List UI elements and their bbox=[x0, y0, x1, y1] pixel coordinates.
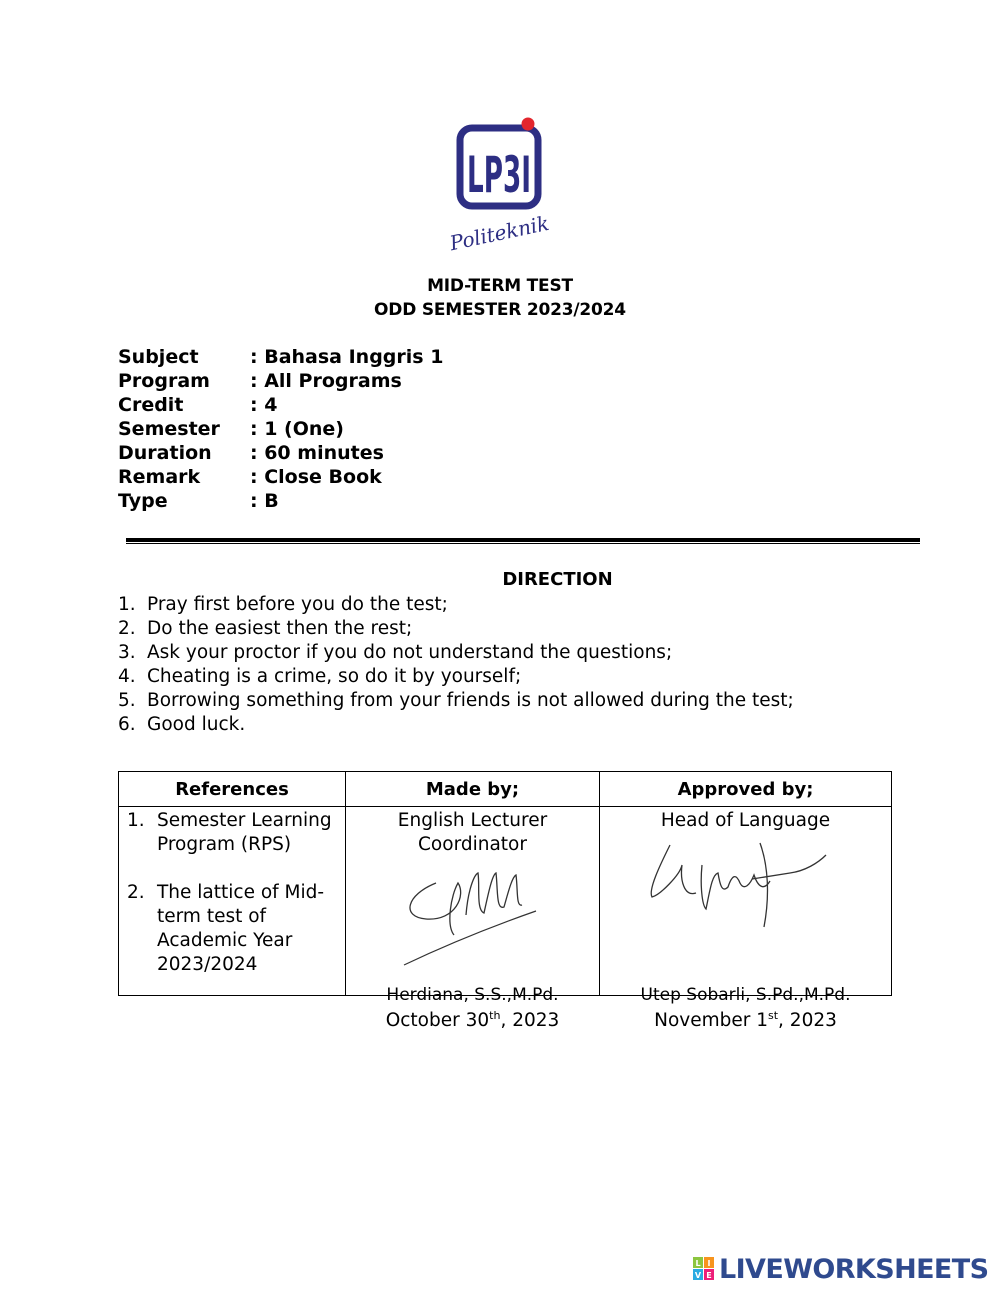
brand-text: LIVEWORKSHEETS bbox=[719, 1253, 989, 1285]
approved-by-signature bbox=[640, 835, 840, 935]
reference-item bbox=[127, 881, 339, 977]
svg-text:L: L bbox=[695, 1259, 701, 1268]
info-value: : Bahasa Inggris 1 bbox=[250, 346, 444, 368]
info-value: : All Programs bbox=[250, 370, 402, 392]
direction-number: 4. bbox=[118, 666, 136, 687]
direction-item bbox=[118, 641, 794, 665]
date-text: , 2023 bbox=[500, 1010, 560, 1032]
header-made-by: Made by; bbox=[346, 772, 600, 807]
direction-item bbox=[118, 689, 794, 713]
direction-number: 2. bbox=[118, 618, 136, 639]
date-sup: st bbox=[768, 1009, 779, 1022]
reference-line: Program (RPS) bbox=[157, 834, 292, 855]
logo-letters: LP3I bbox=[467, 146, 531, 204]
info-key: Type bbox=[118, 490, 168, 512]
made-by-cell bbox=[346, 807, 600, 1032]
direction-number: 5. bbox=[118, 690, 136, 711]
info-row-type bbox=[118, 489, 443, 513]
exam-info bbox=[118, 345, 443, 513]
approved-by-role: Head of Language bbox=[660, 810, 831, 831]
direction-text: Cheating is a crime, so do it by yourself; bbox=[147, 666, 522, 687]
divider-thick bbox=[126, 538, 920, 542]
direction-number: 1. bbox=[118, 594, 136, 615]
direction-number: 6. bbox=[118, 714, 136, 735]
direction-list bbox=[118, 593, 794, 737]
approval-table bbox=[118, 771, 892, 1032]
reference-number: 1. bbox=[127, 810, 145, 831]
info-value: : 1 (One) bbox=[250, 418, 344, 440]
info-key: Duration bbox=[118, 442, 212, 464]
approved-by-date bbox=[600, 1009, 891, 1031]
direction-text: Ask your proctor if you do not understand the questions; bbox=[147, 642, 673, 663]
direction-text: Borrowing something from your friends is not allowed during the test; bbox=[147, 690, 794, 711]
svg-text:E: E bbox=[706, 1271, 712, 1280]
info-value: : 60 minutes bbox=[250, 442, 384, 464]
header-approved-by: Approved by; bbox=[600, 772, 892, 807]
info-row-semester bbox=[118, 417, 443, 441]
direction-title: DIRECTION bbox=[502, 569, 613, 590]
svg-text:I: I bbox=[707, 1259, 711, 1268]
approved-by-name: Utep Sobarli, S.Pd.,M.Pd. bbox=[640, 985, 851, 1005]
made-by-role: English Lecturer bbox=[397, 810, 548, 831]
logo-subtitle: Politeknik bbox=[447, 210, 552, 256]
direction-number: 3. bbox=[118, 642, 136, 663]
references-cell bbox=[119, 807, 346, 996]
made-by-role: Coordinator bbox=[418, 834, 527, 855]
info-key: Remark bbox=[118, 466, 201, 488]
date-text: November 1 bbox=[654, 1010, 768, 1032]
direction-item bbox=[118, 593, 794, 617]
info-row-credit bbox=[118, 393, 443, 417]
made-by-date bbox=[346, 1009, 599, 1031]
divider-thin bbox=[126, 543, 920, 544]
liveworksheets-badge-icon bbox=[693, 1257, 715, 1281]
info-value: : B bbox=[250, 490, 279, 512]
reference-number: 2. bbox=[127, 882, 145, 903]
info-value: : Close Book bbox=[250, 466, 382, 488]
liveworksheets-brand bbox=[693, 1252, 988, 1286]
header-references: References bbox=[119, 772, 346, 807]
direction-item bbox=[118, 665, 794, 689]
direction-text: Pray first before you do the test; bbox=[147, 594, 448, 615]
test-title: MID-TERM TEST bbox=[427, 276, 573, 296]
approved-by-cell bbox=[600, 807, 892, 1032]
info-row-program bbox=[118, 369, 443, 393]
info-key: Subject bbox=[118, 346, 199, 368]
reference-line: term test of bbox=[157, 906, 267, 927]
info-value: : 4 bbox=[250, 394, 278, 416]
reference-line: Semester Learning bbox=[157, 810, 332, 831]
made-by-name: Herdiana, S.S.,M.Pd. bbox=[386, 985, 559, 1005]
reference-line: Academic Year bbox=[157, 930, 293, 951]
direction-item bbox=[118, 617, 794, 641]
info-row-subject bbox=[118, 345, 443, 369]
info-key: Credit bbox=[118, 394, 184, 416]
direction-item bbox=[118, 713, 794, 737]
reference-item bbox=[127, 809, 339, 857]
reference-line: 2023/2024 bbox=[157, 954, 258, 975]
made-by-signature bbox=[396, 855, 546, 965]
info-key: Program bbox=[118, 370, 210, 392]
direction-text: Good luck. bbox=[147, 714, 246, 735]
semester-title: ODD SEMESTER 2023/2024 bbox=[374, 300, 626, 320]
reference-line: The lattice of Mid- bbox=[157, 882, 325, 903]
info-key: Semester bbox=[118, 418, 220, 440]
lp3i-politeknik-logo bbox=[440, 112, 560, 257]
date-text: October 30 bbox=[385, 1010, 490, 1032]
info-row-duration bbox=[118, 441, 443, 465]
direction-text: Do the easiest then the rest; bbox=[147, 618, 413, 639]
table-row bbox=[119, 807, 892, 996]
table-header-row bbox=[119, 772, 892, 807]
date-text: , 2023 bbox=[778, 1010, 837, 1032]
svg-text:V: V bbox=[694, 1271, 702, 1280]
date-sup: th bbox=[489, 1009, 501, 1022]
info-row-remark bbox=[118, 465, 443, 489]
